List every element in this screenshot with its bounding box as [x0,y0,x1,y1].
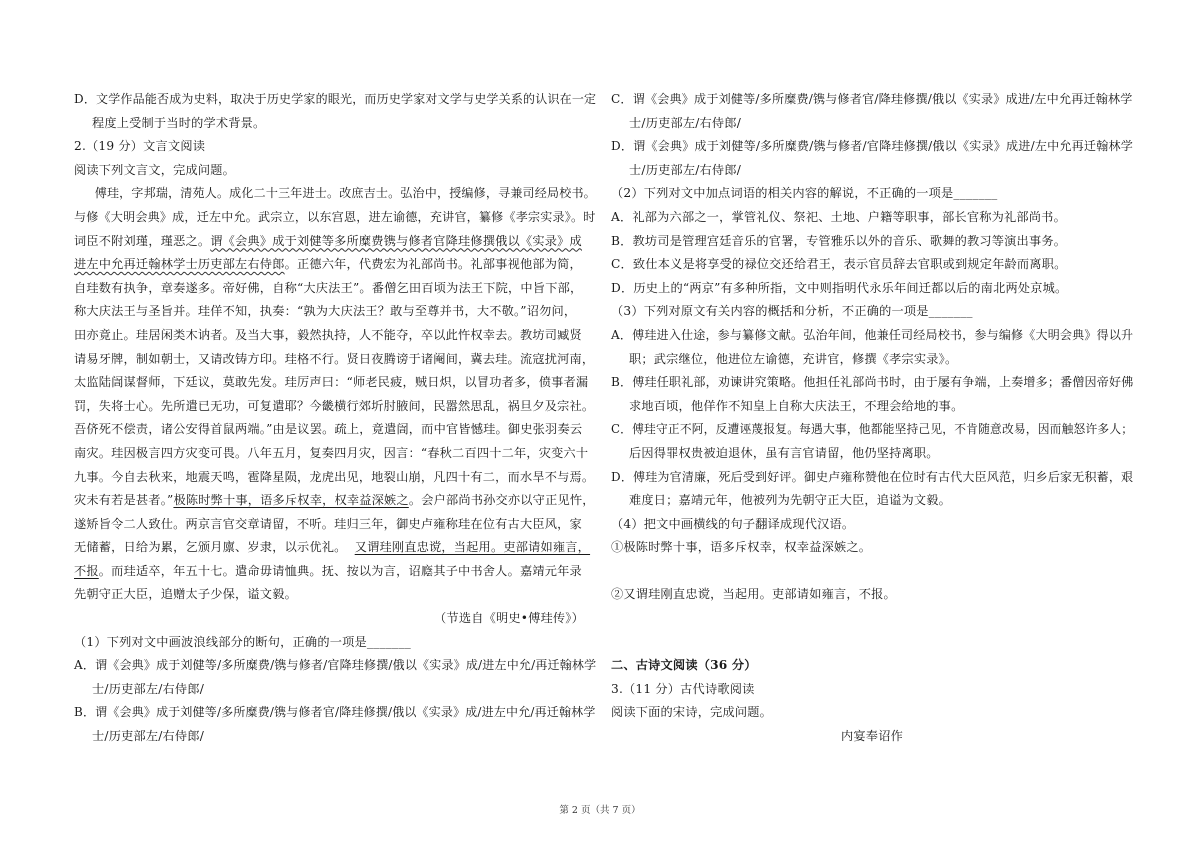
subquestion-3-option-b-continuation: 求地百顷，他佯作不知皇上自称大庆法王，不理会给地的事。 [629,398,964,413]
classical-passage [74,182,596,607]
subquestion-3-option-a: A．傅珪进入仕途，参与纂修文献。弘治年间，他兼任司经局校书，参与编修《大明会典》得以升 [611,327,1134,342]
passage-text: 灾未有若是甚者。” [74,493,174,508]
passage-line: 自珪数有执争，章奏遂多。帝好佛，自称“大庆法王”。番僧乞田百顷为法王下院，中旨下部， [74,280,583,295]
underlined-text: 又谓珪刚直忠谠，当起用。吏部请如雍言， [354,540,591,555]
option-d-continuation: 程度上受制于当时的学术背景。 [92,115,266,130]
answer-space [611,607,1133,631]
underlined-text: 不报 [74,563,99,578]
question-2-heading: 2.（19 分）文言文阅读 [74,139,206,154]
question-2-instruction: 阅读下列文言文，完成问题。 [74,162,236,177]
subquestion-1-option-d-continuation: 士/历吏部左/右侍郎/ [629,162,742,177]
subquestion-1-option-c: C．谓《会典》成于刘健等/多所糜费/镌与修者官/降珪修撰/俄以《实录》成进/左中允再迁翰林学 [611,92,1133,106]
passage-line: 请易牙牌，制如朝士，又请改铸方印。珪格不行。贤日夜腾谤于诸阉间，冀去珪。流寇扰河南， [74,351,595,366]
passage-line: 九事。今自去秋来，地震天鸣，雹降星陨，龙虎出见，地裂山崩，凡四十有二，而水旱不与焉。 [74,469,595,484]
passage-source: （节选自《明史•傅珪传》） [434,611,584,626]
subquestion-1-option-b-continuation: 士/历吏部左/右侍郎/ [92,729,205,744]
subquestion-3-option-c: C．傅珪守正不阿，反遭诬蔑报复。每遇大事，他都能坚持己见，不肯随意改易，因而触怒许多人； [611,422,1134,437]
subquestion-1-option-c-continuation: 士/历吏部左/右侍郎/ [629,115,742,130]
answer-space [611,631,1133,655]
wavy-underlined-text: 谓《会典》成于刘健等多所糜费镌与修者官降珪修撰俄以《实录》成 [210,233,582,248]
passage-text: 。会户部尚书孙交亦以守正见忤， [408,493,595,508]
subquestion-4-stem: （4）把文中画横线的句子翻译成现代汉语。 [611,516,855,531]
right-column [611,88,1133,749]
subquestion-3-stem: （3）下列对原文有关内容的概括和分析，不正确的一项是_______ [611,304,973,319]
passage-line: 先朝守正大臣，追赠太子少保，谥文毅。 [74,587,297,602]
subquestion-3-option-d-continuation: 难度日；嘉靖元年，他被列为先朝守正大臣，追谥为文毅。 [629,493,952,508]
subquestion-1-option-a-continuation: 士/历吏部左/右侍郎/ [92,681,205,696]
passage-text: 。正德六年，代费宏为礼部尚书。礼部事视他部为简， [284,257,582,272]
passage-text: 无储蓄，日给为累，乞颁月廪、岁隶，以示优礼。 [74,540,347,555]
question-3-heading: 3.（11 分）古代诗歌阅读 [611,681,755,696]
passage-line [74,489,596,513]
passage-line: 与修《大明会典》成，迁左中允。武宗立，以东宫恩，进左谕德，充讲官，纂修《孝宗实录》。时 [74,209,596,224]
translation-sentence-1: ①极陈时弊十事，语多斥权幸，权幸益深嫉之。 [611,540,872,555]
subquestion-1-stem: （1）下列对文中画波浪线部分的断句，正确的一项是_______ [74,634,411,649]
translation-sentence-2: ②又谓珪刚直忠谠，当起用。吏部请如雍言，不报。 [611,587,896,602]
answer-space [611,560,1133,584]
subquestion-2-option-d: D．历史上的“两京”有多种所指，文中则指明代永乐年间迁都以后的南北两处京城。 [611,280,1068,295]
subquestion-1-option-b: B．谓《会典》成于刘健等/多所糜费/镌与修者官/降珪修撰/俄以《实录》成/进左中允/再迁翰林学 [74,705,596,720]
page-footer: 第 2 页（共 7 页） [559,805,641,816]
section-2-heading: 二、古诗文阅读（36 分） [611,658,757,673]
passage-line: 傅珪，字邦瑞，清苑人。成化二十三年进士。改庶吉士。弘治中，授编修，寻兼司经局校书。 [94,186,596,201]
passage-line [74,230,596,254]
underlined-text: 极陈时弊十事，语多斥权幸，权幸益深嫉之 [173,493,409,508]
passage-line: 罚，失将士心。先所遣已无功，可复遣耶？今畿横行郊圻肘腋间，民嚣然思乱，祸旦夕及宗社。 [74,398,595,413]
passage-line: 田亦竟止。珪居闲类木讷者。及当大事，毅然执持，人不能夺，卒以此忤权幸去。教坊司臧贤 [74,327,582,342]
subquestion-1-option-a: A．谓《会典》成于刘健等/多所糜费/镌与修者/官降珪修撰/俄以《实录》成/进左中允/再迁翰林学 [74,658,597,673]
poem-title: 内宴奉诏作 [841,729,903,744]
wavy-underlined-text: 进左中允再迁翰林学士历吏部左右侍郎 [74,257,285,272]
left-column [74,88,596,749]
passage-line [74,536,596,560]
subquestion-2-option-c: C．致仕本义是将享受的禄位交还给君王，表示官员辞去官职或到规定年龄而离职。 [611,257,1067,272]
passage-line: 吾侪死不偿责，诸公安得首鼠两端。”由是议罢。疏上，竟遣訚，而中官皆憾珪。御史张羽奏云 [74,422,583,437]
subquestion-3-option-c-continuation: 后因得罪权贵被迫退休，虽有言官请留，他仍坚持离职。 [629,445,939,460]
subquestion-3-option-d: D．傅珪为官清廉，死后受到好评。御史卢雍称赞他在位时有古代大臣风范，归乡后家无积蓄，艰 [611,469,1134,484]
passage-text: 。而珪适卒，年五十七。遣命毋请恤典。抚、按以为言，诏廕其子中书舍人。嘉靖元年录 [98,563,582,578]
option-d-line: D．文学作品能否成为史料，取决于历史学家的眼光，而历史学家对文学与史学关系的认识在一定 [74,92,597,106]
passage-line: 太监陆訚谋督师，下廷议，莫敢先发。珪厉声曰：“师老民疲，贼日炽，以冒功者多，偾事者漏 [74,375,589,390]
question-3-instruction: 阅读下面的宋诗，完成问题。 [611,705,773,720]
subquestion-3-option-a-continuation: 职；武宗继位，他进位左谕德，充讲官，修撰《孝宗实录》。 [629,351,958,366]
subquestion-3-option-b: B．傅珪任职礼部，劝谏讲究策略。他担任礼部尚书时，由于屡有争端，上奏增多；番僧因帝好佛 [611,375,1134,390]
subquestion-2-option-a: A．礼部为六部之一，掌管礼仪、祭祀、土地、户籍等职事，部长官称为礼部尚书。 [611,209,1066,224]
passage-text: 词臣不附刘瑾，瑾恶之。 [74,233,211,248]
passage-line [74,560,596,584]
subquestion-2-option-b: B．教坊司是管理宫廷音乐的官署，专管雅乐以外的音乐、歌舞的教习等演出事务。 [611,233,1067,248]
passage-line: 南灾。珪因极言四方灾变可畏。八年五月，复奏四月灾，因言：“春秋二百四十二年，灾变六十 [74,445,589,460]
subquestion-1-option-d: D．谓《会典》成于刘健等/多所糜费/镌与修者/官降珪修撰/俄以《实录》成进/左中允再迁翰林学 [611,139,1134,154]
subquestion-2-stem: （2）下列对文中加点词语的相关内容的解说，不正确的一项是_______ [611,186,998,201]
passage-line: 称大庆法王与圣旨并。珪佯不知，执奏：“孰为大庆法王？敢与至尊并书，大不敬。”诏勿问， [74,304,577,319]
passage-line: 遂矫旨令二人致仕。两京言官交章请留，不听。珪归三年，御史卢雍称珪在位有古大臣风，家 [74,516,582,531]
passage-line [74,253,596,277]
